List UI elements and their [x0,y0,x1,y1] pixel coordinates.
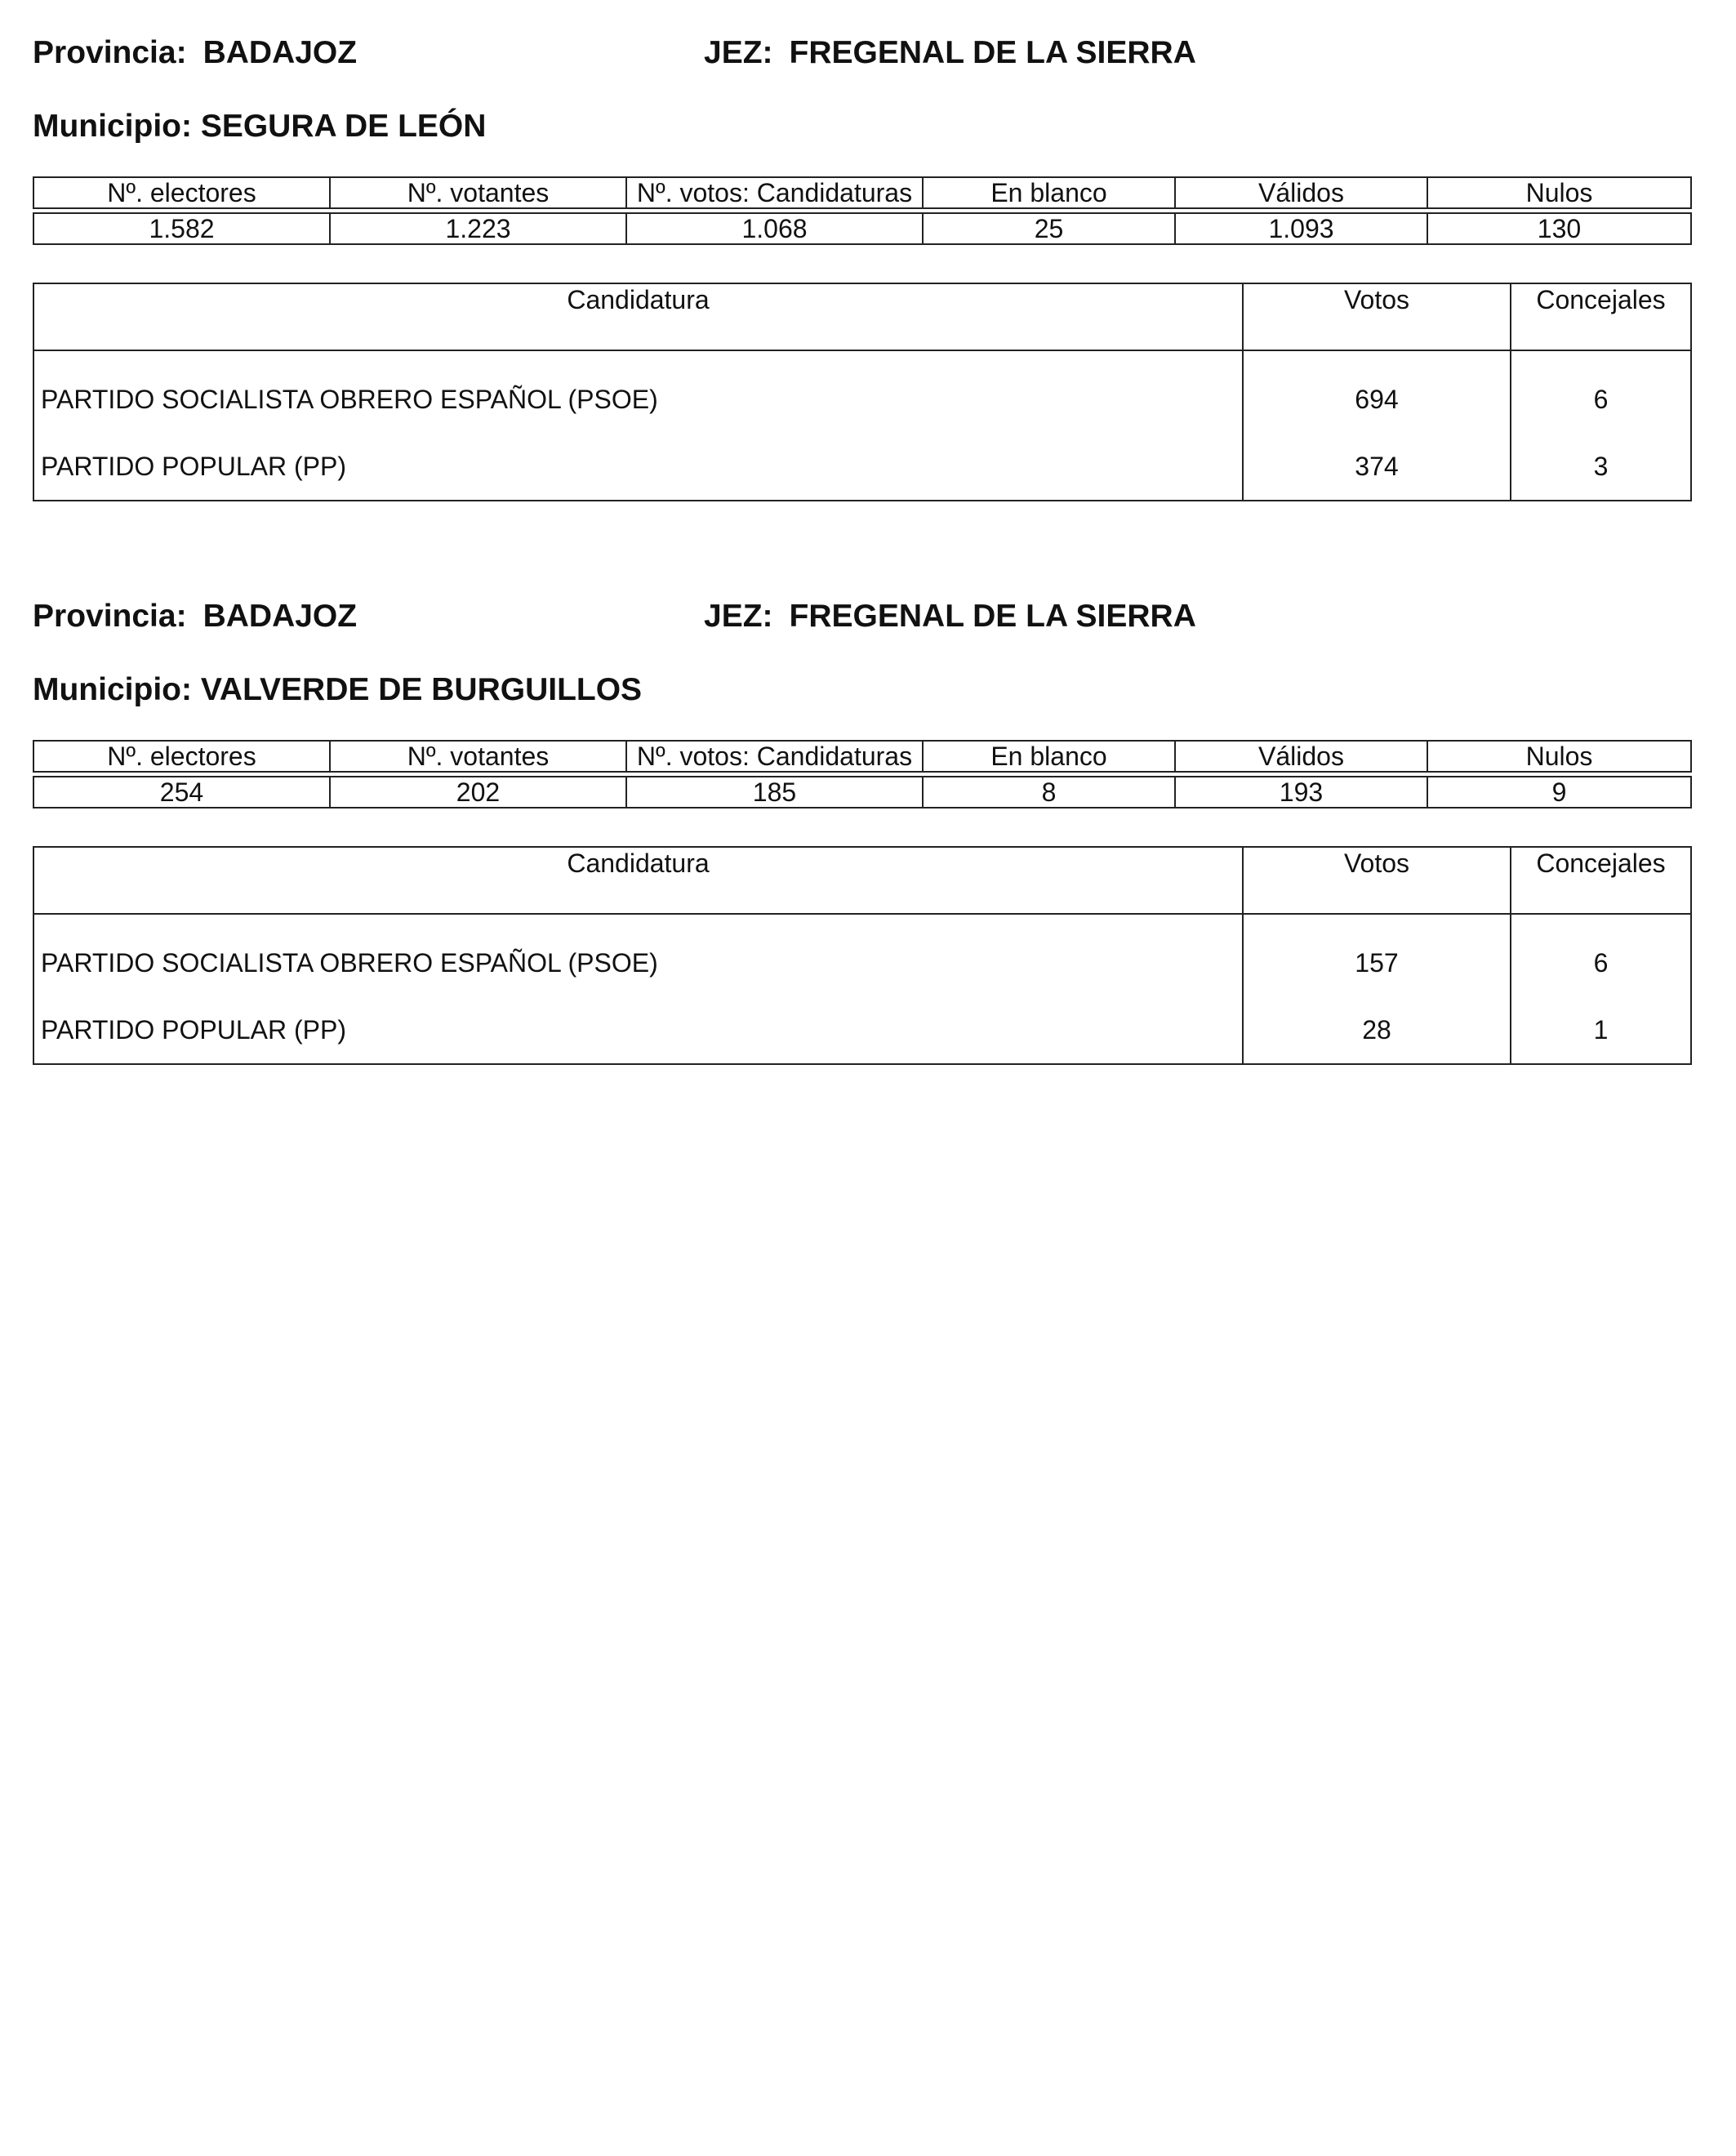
candidate-row [33,996,1691,1064]
provincia-label: Provincia: [33,599,187,634]
candidate-concejales: 3 [1511,433,1691,501]
summary-header-row [33,741,1691,772]
candidate-name: PARTIDO POPULAR (PP) [41,1014,346,1045]
candidates-header-row [33,283,1691,350]
candidate-name: PARTIDO POPULAR (PP) [41,451,346,481]
summary-header-cell: Nº. electores [33,741,330,772]
summary-value-cell: 254 [33,777,330,808]
summary-header-cell: En blanco [923,741,1175,772]
summary-value-cell: 202 [330,777,626,808]
municipio-heading [33,674,642,706]
summary-header-cell: Válidos [1175,177,1427,208]
candidate-votos: 374 [1243,433,1511,501]
candidate-row [33,433,1691,501]
candidate-votos: 157 [1243,914,1511,996]
summary-value-cell: 1.068 [626,213,923,244]
summary-header-cell: En blanco [923,177,1175,208]
candidates-header-row [33,847,1691,914]
summary-value-row [33,777,1691,808]
provincia-value: BADAJOZ [203,599,358,634]
summary-header-cell: Nº. votantes [330,177,626,208]
jez-value: FREGENAL DE LA SIERRA [789,35,1196,70]
jez-heading [704,600,1196,632]
candidatura-header: Candidatura [33,283,1243,350]
jez-label: JEZ: [704,35,773,70]
provincia-label: Provincia: [33,35,187,70]
candidates-table [33,283,1692,501]
candidate-votos: 28 [1243,996,1511,1064]
summary-value-cell: 130 [1427,213,1691,244]
municipio-value: SEGURA DE LEÓN [200,109,487,144]
candidate-row [33,914,1691,996]
municipio-heading [33,110,486,142]
municipio-value: VALVERDE DE BURGUILLOS [200,672,643,707]
candidate-votos: 694 [1243,350,1511,433]
summary-header-cell: Nulos [1427,741,1691,772]
candidates-table [33,846,1692,1065]
summary-value-cell: 8 [923,777,1175,808]
candidate-name: PARTIDO SOCIALISTA OBRERO ESPAÑOL (PSOE) [41,947,658,978]
summary-value-cell: 185 [626,777,923,808]
provincia-heading [33,600,357,632]
summary-value-cell: 9 [1427,777,1691,808]
summary-header-cell: Nº. votos: Candidaturas [626,177,923,208]
votos-header: Votos [1243,283,1511,350]
candidate-name: PARTIDO SOCIALISTA OBRERO ESPAÑOL (PSOE) [41,384,658,414]
municipio-label: Municipio: [33,109,192,144]
candidate-concejales: 6 [1511,350,1691,433]
summary-value-cell: 25 [923,213,1175,244]
candidate-row [33,350,1691,433]
provincia-heading [33,37,357,69]
jez-label: JEZ: [704,599,773,634]
summary-header-cell: Válidos [1175,741,1427,772]
summary-table [33,740,1692,808]
summary-value-cell: 193 [1175,777,1427,808]
summary-header-cell: Nº. votos: Candidaturas [626,741,923,772]
provincia-value: BADAJOZ [203,35,358,70]
candidate-concejales: 1 [1511,996,1691,1064]
jez-heading [704,37,1196,69]
candidatura-header: Candidatura [33,847,1243,914]
concejales-header: Concejales [1511,847,1691,914]
candidate-concejales: 6 [1511,914,1691,996]
votos-header: Votos [1243,847,1511,914]
summary-value-cell: 1.093 [1175,213,1427,244]
summary-table [33,176,1692,245]
summary-header-cell: Nº. votantes [330,741,626,772]
municipio-label: Municipio: [33,672,192,707]
concejales-header: Concejales [1511,283,1691,350]
summary-value-cell: 1.223 [330,213,626,244]
jez-value: FREGENAL DE LA SIERRA [789,599,1196,634]
summary-value-cell: 1.582 [33,213,330,244]
summary-header-row [33,177,1691,208]
summary-value-row [33,213,1691,244]
summary-header-cell: Nulos [1427,177,1691,208]
summary-header-cell: Nº. electores [33,177,330,208]
